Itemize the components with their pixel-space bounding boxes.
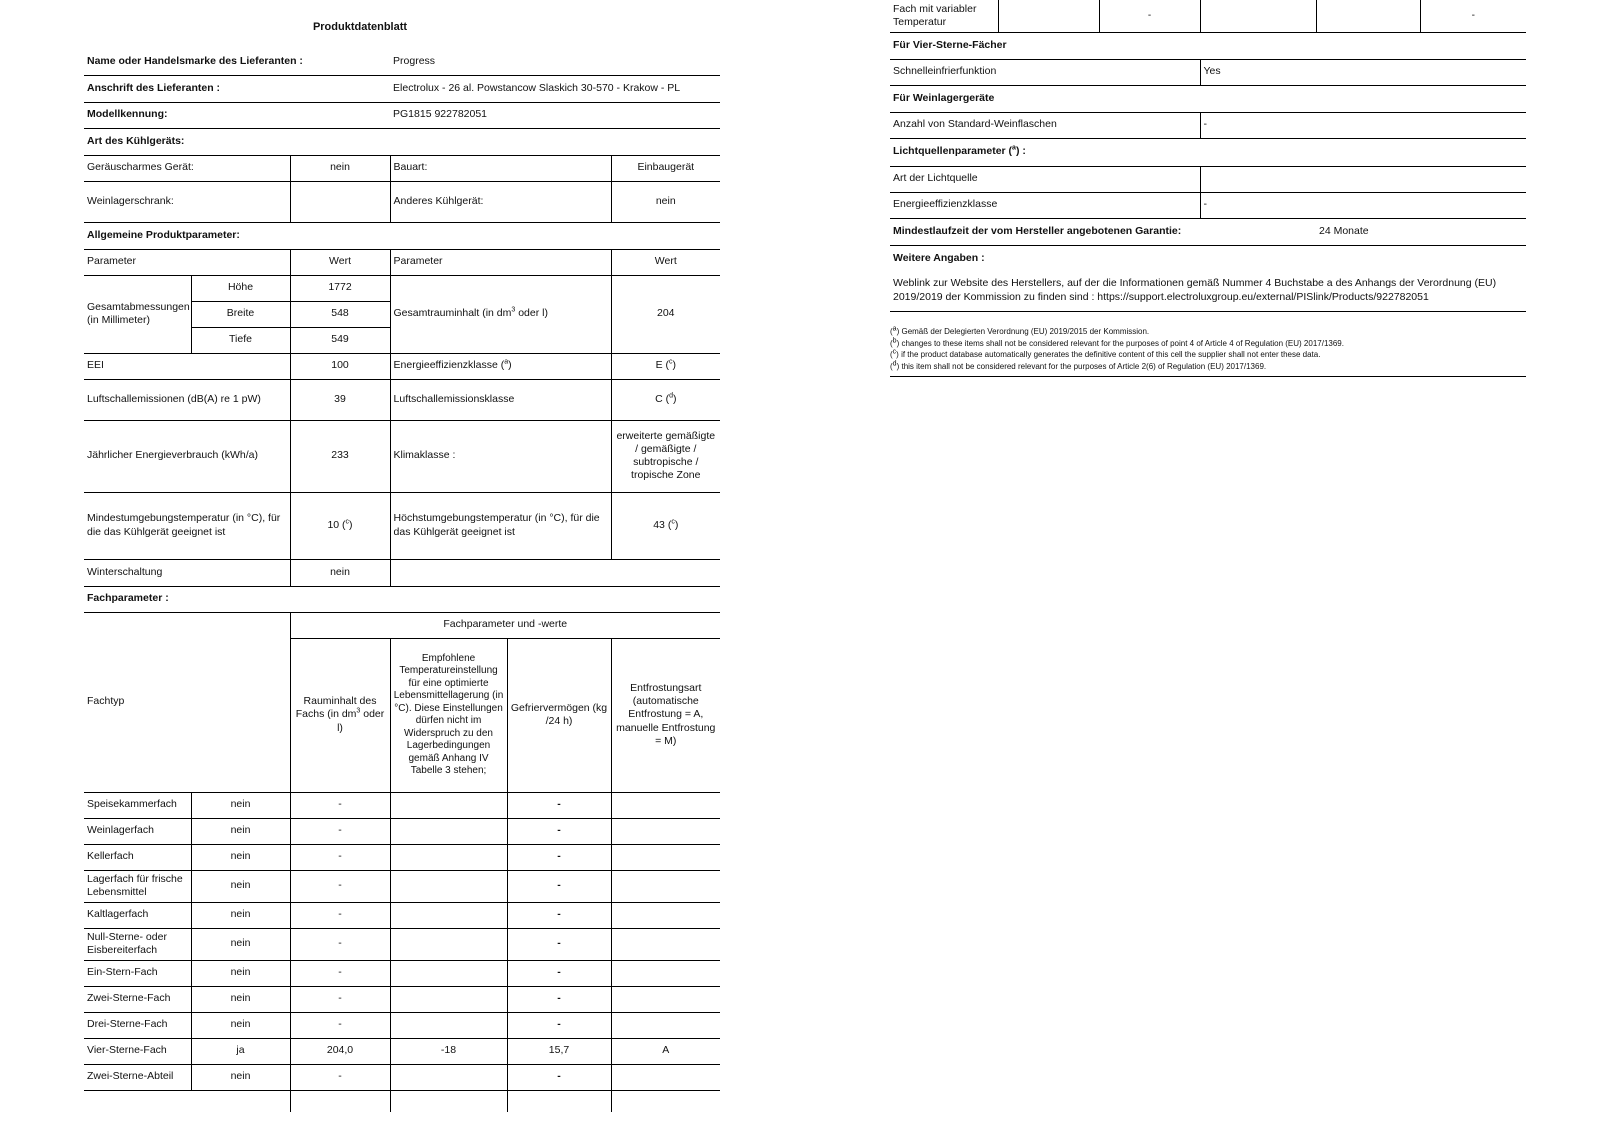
width-label: Breite: [191, 301, 290, 327]
height-label: Höhe: [191, 275, 290, 301]
noise-class-label: Luftschallemissionsklasse: [390, 379, 611, 420]
energy-class-value-end: ): [672, 359, 676, 372]
compartment-temp: [390, 870, 507, 902]
compartment-freeze: -: [507, 902, 611, 928]
min-temp-value-text: 10 (: [327, 518, 346, 531]
compartment-volume: -: [290, 818, 390, 844]
compartment-freeze: -: [507, 986, 611, 1012]
volume-label: [390, 275, 611, 353]
noise-class-value-text: C (: [655, 392, 670, 405]
compartment-row: [84, 1064, 720, 1090]
footnote-text: if the product database automatically generates the definitive content of this cell the supplier shall not enter these data.: [901, 350, 1321, 360]
other-device-label: Anderes Kühlgerät:: [390, 181, 611, 222]
footnotes: [890, 326, 1526, 377]
design-label: Bauart:: [390, 155, 611, 181]
noise-value: 39: [290, 379, 390, 420]
variable-temp-row: [890, 0, 1526, 32]
further-section: [890, 245, 1526, 271]
warranty-row: [890, 218, 1526, 245]
energy-class-value: [611, 353, 720, 379]
compartment-present: nein: [191, 844, 290, 870]
light-section-label: [890, 138, 1526, 166]
weblink-text: Weblink zur Website des Herstellers, auf der die Informationen gemäß Nummer 4 Buchstabe a des Anhangs der Verordnung (EU) 2019/2019 der Kommission zu finden sind : https://support.electroluxgroup.eu/external/PISlink/Products/922782051: [893, 277, 1497, 303]
eei-label: EEI: [87, 359, 104, 372]
winter-row: [84, 559, 720, 586]
compartment-temp: [390, 986, 507, 1012]
right-datasheet-table: [890, 0, 1526, 312]
footnote-paren-close: ): [896, 338, 902, 348]
compartment-freeze: -: [507, 1012, 611, 1038]
light-type-label: Art der Lichtquelle: [893, 172, 978, 185]
compartment-temp: [390, 844, 507, 870]
wine-cabinet-row: [84, 181, 720, 222]
compartment-name: Zwei-Sterne-Abteil: [87, 1070, 174, 1083]
four-star-section-label: Für Vier-Sterne-Fächer: [893, 38, 1007, 51]
compartment-type-header: Fachtyp: [84, 612, 290, 792]
footnote-paren-open: (: [890, 361, 893, 371]
compartment-temp: [390, 902, 507, 928]
wine-cabinet-value: [290, 181, 390, 222]
weblink-row: [890, 271, 1526, 311]
height-value: 1772: [290, 275, 390, 301]
min-temp-label: Mindestumgebungstemperatur (in °C), für die das Kühlgerät geeignet ist: [87, 512, 281, 538]
winter-value: nein: [290, 559, 390, 586]
compartment-row: [84, 818, 720, 844]
wine-section-label: Für Weinlagergeräte: [893, 91, 995, 104]
compartment-temp: [390, 1012, 507, 1038]
volume-label-text: Gesamtrauminhalt (in dm: [393, 307, 512, 320]
value-header-2: Wert: [611, 249, 720, 275]
footnote: [890, 349, 1526, 361]
noise-label: Luftschallemissionen (dB(A) re 1 pW): [87, 392, 261, 405]
volume-value: 204: [611, 275, 720, 353]
compartment-name: Lagerfach für frische Lebensmittel: [87, 872, 183, 898]
compartment-defrost: [611, 902, 720, 928]
variable-temp-present: [998, 0, 1099, 32]
compartment-row: [84, 792, 720, 818]
compartment-group-header-row: [84, 612, 720, 638]
general-header-row: [84, 249, 720, 275]
wine-section: [890, 85, 1526, 112]
continuation-cell-3: [390, 1090, 507, 1112]
footnote-paren-close: ): [896, 361, 902, 371]
compartment-group-header: Fachparameter und -werte: [290, 612, 720, 638]
general-section-label: Allgemeine Produktparameter:: [87, 228, 240, 241]
energy-class-value-sup: c: [668, 358, 673, 366]
fast-freeze-value: Yes: [1200, 59, 1526, 85]
footnote: [890, 338, 1526, 350]
energy-class-label: [390, 353, 611, 379]
compartment-row: [84, 1038, 720, 1064]
variable-temp-defrost: -: [1420, 0, 1526, 32]
winter-label: Winterschaltung: [87, 565, 163, 578]
supplier-name-label: Name oder Handelsmarke des Lieferanten :: [87, 54, 303, 67]
compartment-volume-header-end: oder l): [337, 708, 385, 734]
compartment-freeze: -: [507, 818, 611, 844]
warranty-value: 24 Monate: [1319, 224, 1369, 237]
footnote-text: Gemäß der Delegierten Verordnung (EU) 2019/2015 der Kommission.: [901, 327, 1150, 336]
light-class-value: -: [1200, 192, 1526, 218]
low-noise-row: [84, 155, 720, 181]
compartment-volume: -: [290, 928, 390, 960]
compartment-name: Speisekammerfach: [87, 798, 177, 811]
device-type-section-label: Art des Kühlgeräts:: [87, 134, 185, 147]
compartment-freeze: -: [507, 960, 611, 986]
light-class-row: [890, 192, 1526, 218]
compartment-name: Drei-Sterne-Fach: [87, 1018, 168, 1031]
energy-class-value-text: E (: [655, 359, 669, 372]
winter-empty: [390, 559, 720, 586]
footnote-paren-open: (: [890, 327, 893, 336]
continuation-cell-1: [84, 1090, 290, 1112]
footnote-text: changes to these items shall not be considered relevant for the purposes of point 4 of Article 4 of Regulation (EU) 2017/1369.: [901, 338, 1344, 348]
energy-value: 233: [290, 420, 390, 492]
compartment-present: nein: [191, 870, 290, 902]
variable-temp-volume: -: [1099, 0, 1200, 32]
max-temp-label: Höchstumgebungstemperatur (in °C), für die das Kühlgerät geeignet ist: [390, 492, 611, 559]
dims-label-line2: (in Millimeter): [87, 314, 150, 326]
min-temp-value: [290, 492, 390, 559]
footnote-mark: d: [892, 360, 897, 368]
dims-label: [84, 275, 191, 353]
param-header-2: Parameter: [390, 249, 611, 275]
volume-label-sup: 3: [511, 306, 516, 314]
compartment-present: nein: [191, 1064, 290, 1090]
light-section-label-sup: a: [1012, 144, 1016, 152]
variable-temp-temp: [1200, 0, 1316, 32]
light-section-label-end: ) :: [1015, 145, 1026, 158]
supplier-name-row: [84, 48, 720, 75]
footnote-text: this item shall not be considered relevant for the purposes of Article 2(6) of Regulation (EU) 2017/1369.: [901, 361, 1267, 371]
light-section: [890, 138, 1526, 166]
compartment-freeze: -: [507, 844, 611, 870]
compartment-volume-header: [290, 638, 390, 792]
wine-bottles-label: Anzahl von Standard-Weinflaschen: [893, 118, 1057, 131]
min-temp-value-end: ): [349, 518, 353, 531]
compartment-volume: -: [290, 844, 390, 870]
footnote-mark: c: [892, 348, 897, 356]
value-header-1: Wert: [290, 249, 390, 275]
compartment-defrost: A: [611, 1038, 720, 1064]
compartment-row: [84, 986, 720, 1012]
model-value: PG1815 922782051: [393, 108, 488, 121]
footnote-mark: b: [892, 336, 897, 344]
further-section-label: Weitere Angaben :: [893, 251, 985, 264]
compartment-present: nein: [191, 902, 290, 928]
general-section: [84, 222, 720, 249]
compartment-present: ja: [191, 1038, 290, 1064]
noise-class-value-end: ): [672, 392, 677, 405]
noise-class-value-sup: d: [669, 392, 673, 400]
light-class-label: Energieeffizienzklasse: [893, 198, 998, 211]
left-datasheet-table: [84, 48, 720, 1112]
compartment-present: nein: [191, 960, 290, 986]
continuation-cell-2: [290, 1090, 390, 1112]
compartment-defrost: [611, 818, 720, 844]
energy-class-label-end: ): [508, 359, 512, 372]
compartment-freeze: -: [507, 1064, 611, 1090]
compartment-defrost: [611, 1012, 720, 1038]
energy-label: Jährlicher Energieverbrauch (kWh/a): [87, 449, 258, 462]
compartment-present: nein: [191, 1012, 290, 1038]
energy-row: [84, 420, 720, 492]
compartment-present: nein: [191, 818, 290, 844]
max-temp-value-sup: c: [671, 518, 675, 526]
compartment-volume: -: [290, 1064, 390, 1090]
volume-label-end: oder l): [515, 307, 548, 320]
compartment-present: nein: [191, 986, 290, 1012]
compartment-row: [84, 870, 720, 902]
supplier-address-label: Anschrift des Lieferanten :: [87, 81, 221, 94]
supplier-address-value: Electrolux - 26 al. Powstancow Slaskich 30-570 - Krakow - PL: [393, 81, 681, 94]
light-section-label-text: Lichtquellenparameter (: [893, 145, 1013, 158]
footnote-paren-close: ): [896, 327, 902, 336]
variable-temp-freeze: [1316, 0, 1420, 32]
min-temp-value-sup: c: [345, 518, 350, 526]
compartment-volume: -: [290, 960, 390, 986]
compartment-row: [84, 902, 720, 928]
supplier-name-value: Progress: [393, 54, 436, 67]
compartment-defrost: [611, 844, 720, 870]
compartment-present: nein: [191, 792, 290, 818]
compartment-defrost: [611, 870, 720, 902]
compartment-temp: [390, 792, 507, 818]
light-type-row: [890, 166, 1526, 192]
compartment-temp: [390, 818, 507, 844]
compartment-freeze: -: [507, 928, 611, 960]
continuation-cell-4: [507, 1090, 611, 1112]
fast-freeze-row: [890, 59, 1526, 85]
compartment-defrost-header: Entfrostungsart (automatische Entfrostung = A, manuelle Entfrostung = M): [611, 638, 720, 792]
param-header-1: Parameter: [87, 255, 137, 268]
climate-value: erweiterte gemäßigte / gemäßigte / subtropische / tropische Zone: [611, 420, 720, 492]
compartment-volume: 204,0: [290, 1038, 390, 1064]
fast-freeze-label: Schnelleinfrierfunktion: [893, 65, 997, 78]
eei-row: [84, 353, 720, 379]
footnote: [890, 361, 1526, 373]
energy-class-label-text: Energieeffizienzklasse (: [393, 359, 505, 372]
device-type-section: [84, 128, 720, 155]
low-noise-value: nein: [290, 155, 390, 181]
compartment-defrost: [611, 928, 720, 960]
compartment-freeze-header: Gefriervermögen (kg /24 h): [507, 638, 611, 792]
compartment-freeze: 15,7: [507, 1038, 611, 1064]
compartment-name: Kaltlagerfach: [87, 908, 149, 921]
compartment-name: Ein-Stern-Fach: [87, 966, 158, 979]
compartment-name: Weinlagerfach: [87, 824, 154, 837]
compartment-temp: [390, 928, 507, 960]
footnote-paren-open: (: [890, 350, 893, 360]
page-title: Produktdatenblatt: [312, 21, 408, 33]
model-label: Modellkennung:: [87, 108, 168, 121]
max-temp-value-text: 43 (: [653, 518, 672, 531]
compartment-present: nein: [191, 928, 290, 960]
compartment-temp: [390, 1064, 507, 1090]
depth-label: Tiefe: [191, 327, 290, 353]
wine-cabinet-label: Weinlagerschrank:: [87, 194, 174, 207]
continuation-cell-5: [611, 1090, 720, 1112]
eei-value: 100: [290, 353, 390, 379]
compartment-volume: -: [290, 1012, 390, 1038]
compartment-freeze: -: [507, 870, 611, 902]
compartment-temp-header: Empfohlene Temperatureinstellung für eine optimierte Lebensmittellagerung (in °C). Diese Einstellungen dürfen nicht im Widerspruch zu den Lagerbedingungen gemäß Anhang IV Tabelle 3 stehen;: [390, 638, 507, 792]
compartment-row: [84, 928, 720, 960]
compartment-volume: -: [290, 902, 390, 928]
compartment-name: Vier-Sterne-Fach: [87, 1044, 167, 1057]
compartment-section: [84, 586, 720, 612]
compartment-row: [84, 960, 720, 986]
width-value: 548: [290, 301, 390, 327]
climate-label: Klimaklasse :: [390, 420, 611, 492]
warranty-label: Mindestlaufzeit der vom Hersteller angebotenen Garantie:: [893, 224, 1182, 237]
compartment-freeze: -: [507, 792, 611, 818]
max-temp-value: [611, 492, 720, 559]
compartment-defrost: [611, 1064, 720, 1090]
noise-class-value: [611, 379, 720, 420]
compartment-row: [84, 844, 720, 870]
compartment-section-label: Fachparameter :: [87, 592, 169, 605]
compartment-volume-header-sup: 3: [356, 707, 361, 715]
compartment-volume: -: [290, 870, 390, 902]
footnote-mark: a: [892, 325, 897, 333]
compartment-name: Null-Sterne- oder Eisbereiterfach: [87, 930, 167, 956]
wine-bottles-row: [890, 112, 1526, 138]
footnote-paren-open: (: [890, 338, 893, 348]
temperature-row: [84, 492, 720, 559]
height-row: [84, 275, 720, 301]
four-star-section: [890, 32, 1526, 59]
low-noise-label: Geräuscharmes Gerät:: [87, 161, 194, 174]
wine-bottles-value: -: [1200, 112, 1526, 138]
noise-row: [84, 379, 720, 420]
compartment-temp: [390, 960, 507, 986]
footnote-paren-close: ): [896, 350, 902, 360]
footnote: [890, 326, 1526, 338]
compartment-defrost: [611, 986, 720, 1012]
compartment-continuation-row: [84, 1090, 720, 1112]
compartment-temp: -18: [390, 1038, 507, 1064]
compartment-volume-header-text: Rauminhalt des Fachs (in dm: [295, 695, 377, 721]
compartment-name: Kellerfach: [87, 850, 134, 863]
energy-class-label-sup: a: [504, 358, 509, 366]
light-type-value: [1200, 166, 1526, 192]
supplier-address-row: [84, 75, 720, 102]
compartment-volume: -: [290, 986, 390, 1012]
model-row: [84, 102, 720, 128]
compartment-rows: [84, 792, 720, 1090]
depth-value: 549: [290, 327, 390, 353]
compartment-name: Zwei-Sterne-Fach: [87, 992, 171, 1005]
compartment-volume: -: [290, 792, 390, 818]
variable-temp-label: Fach mit variabler Temperatur: [893, 2, 977, 28]
dims-label-line1: Gesamtabmessungen: [87, 300, 190, 313]
design-value: Einbaugerät: [611, 155, 720, 181]
max-temp-value-end: ): [674, 518, 679, 531]
compartment-defrost: [611, 960, 720, 986]
other-device-value: nein: [611, 181, 720, 222]
compartment-defrost: [611, 792, 720, 818]
compartment-row: [84, 1012, 720, 1038]
